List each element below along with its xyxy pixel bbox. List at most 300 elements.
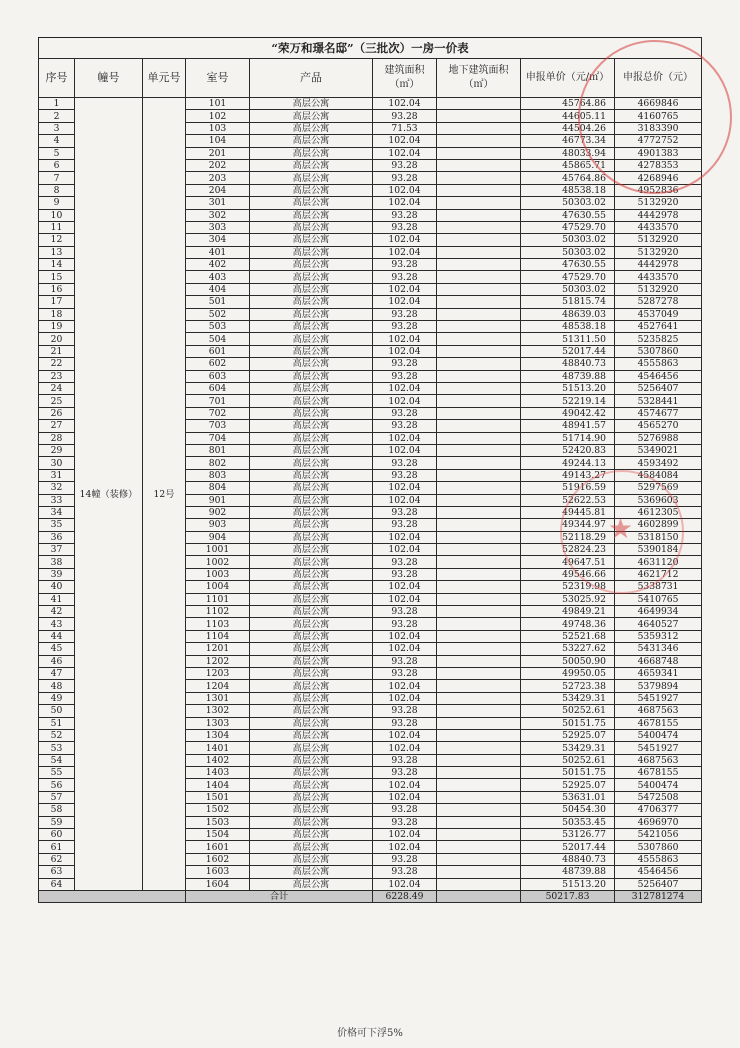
underground-area bbox=[437, 791, 521, 803]
room-number: 1504 bbox=[186, 829, 250, 841]
total-price: 4555863 bbox=[615, 358, 702, 370]
total-price: 5369603 bbox=[615, 494, 702, 506]
room-number: 301 bbox=[186, 197, 250, 209]
header-area: 建筑面积（㎡） bbox=[373, 59, 437, 98]
underground-area bbox=[437, 370, 521, 382]
unit-price: 45764.86 bbox=[521, 98, 615, 110]
row-index: 18 bbox=[39, 308, 75, 320]
table-title: “荣万和璟名邸”（三批次）一房一价表 bbox=[39, 38, 702, 59]
building-area: 102.04 bbox=[373, 878, 437, 890]
room-number: 1304 bbox=[186, 729, 250, 741]
unit-price: 50252.61 bbox=[521, 705, 615, 717]
building-area: 102.04 bbox=[373, 283, 437, 295]
underground-area bbox=[437, 829, 521, 841]
row-index: 53 bbox=[39, 742, 75, 754]
underground-area bbox=[437, 444, 521, 456]
unit-price: 48739.88 bbox=[521, 866, 615, 878]
building-area: 102.04 bbox=[373, 581, 437, 593]
row-index: 29 bbox=[39, 444, 75, 456]
product-type: 高层公寓 bbox=[250, 283, 373, 295]
unit-price: 53025.92 bbox=[521, 593, 615, 605]
room-number: 104 bbox=[186, 135, 250, 147]
product-type: 高层公寓 bbox=[250, 829, 373, 841]
row-index: 34 bbox=[39, 506, 75, 518]
total-price: 4442978 bbox=[615, 209, 702, 221]
row-index: 42 bbox=[39, 606, 75, 618]
underground-area bbox=[437, 432, 521, 444]
unit-price: 50303.02 bbox=[521, 197, 615, 209]
unit-price: 51513.20 bbox=[521, 382, 615, 394]
header-unit-price: 申报单价（元/㎡） bbox=[521, 59, 615, 98]
unit-price: 47630.55 bbox=[521, 259, 615, 271]
room-number: 502 bbox=[186, 308, 250, 320]
product-type: 高层公寓 bbox=[250, 680, 373, 692]
row-index: 6 bbox=[39, 159, 75, 171]
row-index: 54 bbox=[39, 754, 75, 766]
unit-price: 47630.55 bbox=[521, 209, 615, 221]
total-price: 4442978 bbox=[615, 259, 702, 271]
unit-price: 44605.11 bbox=[521, 110, 615, 122]
room-number: 404 bbox=[186, 283, 250, 295]
unit-price: 50454.30 bbox=[521, 804, 615, 816]
building-area: 93.28 bbox=[373, 457, 437, 469]
underground-area bbox=[437, 407, 521, 419]
row-index: 51 bbox=[39, 717, 75, 729]
underground-area bbox=[437, 345, 521, 357]
total-price: 4268946 bbox=[615, 172, 702, 184]
unit-price: 45865.71 bbox=[521, 159, 615, 171]
total-price: 4631120 bbox=[615, 556, 702, 568]
row-index: 30 bbox=[39, 457, 75, 469]
building-area: 93.28 bbox=[373, 420, 437, 432]
total-price: 4160765 bbox=[615, 110, 702, 122]
row-index: 63 bbox=[39, 866, 75, 878]
unit-price: 49647.51 bbox=[521, 556, 615, 568]
room-number: 1301 bbox=[186, 692, 250, 704]
building-area: 71.53 bbox=[373, 122, 437, 134]
total-price: 5256407 bbox=[615, 382, 702, 394]
underground-area bbox=[437, 643, 521, 655]
underground-area bbox=[437, 878, 521, 890]
building-area: 93.28 bbox=[373, 469, 437, 481]
total-price: 4649934 bbox=[615, 606, 702, 618]
unit-price: 50050.90 bbox=[521, 655, 615, 667]
room-number: 1004 bbox=[186, 581, 250, 593]
underground-area bbox=[437, 333, 521, 345]
product-type: 高层公寓 bbox=[250, 593, 373, 605]
product-type: 高层公寓 bbox=[250, 544, 373, 556]
room-number: 403 bbox=[186, 271, 250, 283]
building-area: 93.28 bbox=[373, 110, 437, 122]
row-index: 52 bbox=[39, 729, 75, 741]
row-index: 5 bbox=[39, 147, 75, 159]
underground-area bbox=[437, 853, 521, 865]
room-number: 401 bbox=[186, 246, 250, 258]
product-type: 高层公寓 bbox=[250, 767, 373, 779]
product-type: 高层公寓 bbox=[250, 333, 373, 345]
room-number: 1404 bbox=[186, 779, 250, 791]
unit-price: 53631.01 bbox=[521, 791, 615, 803]
row-index: 61 bbox=[39, 841, 75, 853]
room-number: 1104 bbox=[186, 630, 250, 642]
room-number: 504 bbox=[186, 333, 250, 345]
product-type: 高层公寓 bbox=[250, 469, 373, 481]
room-number: 102 bbox=[186, 110, 250, 122]
product-type: 高层公寓 bbox=[250, 296, 373, 308]
row-index: 7 bbox=[39, 172, 75, 184]
underground-area bbox=[437, 135, 521, 147]
total-price: 5359312 bbox=[615, 630, 702, 642]
row-index: 14 bbox=[39, 259, 75, 271]
building-area: 102.04 bbox=[373, 382, 437, 394]
underground-area bbox=[437, 271, 521, 283]
room-number: 901 bbox=[186, 494, 250, 506]
building-area: 102.04 bbox=[373, 432, 437, 444]
seal-star-icon: ★ bbox=[608, 512, 634, 545]
building-area: 102.04 bbox=[373, 841, 437, 853]
underground-area bbox=[437, 692, 521, 704]
total-price: 4584084 bbox=[615, 469, 702, 481]
row-index: 48 bbox=[39, 680, 75, 692]
unit-price: 45764.86 bbox=[521, 172, 615, 184]
total-price: 4669846 bbox=[615, 98, 702, 110]
total-price: 4546456 bbox=[615, 866, 702, 878]
total-price: 4555863 bbox=[615, 853, 702, 865]
unit-price: 48033.94 bbox=[521, 147, 615, 159]
product-type: 高层公寓 bbox=[250, 382, 373, 394]
unit-price: 50303.02 bbox=[521, 283, 615, 295]
room-number: 202 bbox=[186, 159, 250, 171]
row-index: 23 bbox=[39, 370, 75, 382]
total-price: 5472508 bbox=[615, 791, 702, 803]
room-number: 1603 bbox=[186, 866, 250, 878]
total-price: 4537049 bbox=[615, 308, 702, 320]
product-type: 高层公寓 bbox=[250, 482, 373, 494]
total-label: 合计 bbox=[186, 891, 373, 903]
row-index: 15 bbox=[39, 271, 75, 283]
unit-price: 49950.05 bbox=[521, 667, 615, 679]
unit-price: 49344.97 bbox=[521, 519, 615, 531]
underground-area bbox=[437, 234, 521, 246]
product-type: 高层公寓 bbox=[250, 407, 373, 419]
total-price: 4772752 bbox=[615, 135, 702, 147]
row-index: 43 bbox=[39, 618, 75, 630]
row-index: 64 bbox=[39, 878, 75, 890]
building-area: 93.28 bbox=[373, 606, 437, 618]
row-index: 56 bbox=[39, 779, 75, 791]
header-total-price: 申报总价（元） bbox=[615, 59, 702, 98]
underground-area bbox=[437, 544, 521, 556]
row-index: 46 bbox=[39, 655, 75, 667]
product-type: 高层公寓 bbox=[250, 395, 373, 407]
building-area: 93.28 bbox=[373, 159, 437, 171]
building-area: 93.28 bbox=[373, 556, 437, 568]
product-type: 高层公寓 bbox=[250, 692, 373, 704]
room-number: 1602 bbox=[186, 853, 250, 865]
unit-price: 51714.90 bbox=[521, 432, 615, 444]
unit-price: 48840.73 bbox=[521, 853, 615, 865]
unit-price: 49445.81 bbox=[521, 506, 615, 518]
total-price: 4527641 bbox=[615, 321, 702, 333]
building-area: 93.28 bbox=[373, 308, 437, 320]
building-area: 102.04 bbox=[373, 680, 437, 692]
total-price: 4668748 bbox=[615, 655, 702, 667]
underground-area bbox=[437, 122, 521, 134]
unit-price: 52521.68 bbox=[521, 630, 615, 642]
building-area: 102.04 bbox=[373, 197, 437, 209]
building-area: 102.04 bbox=[373, 544, 437, 556]
room-number: 1003 bbox=[186, 568, 250, 580]
underground-area bbox=[437, 395, 521, 407]
unit-price: 52017.44 bbox=[521, 345, 615, 357]
row-index: 57 bbox=[39, 791, 75, 803]
unit-price: 48840.73 bbox=[521, 358, 615, 370]
underground-area bbox=[437, 358, 521, 370]
unit-price: 48538.18 bbox=[521, 321, 615, 333]
room-number: 1102 bbox=[186, 606, 250, 618]
room-number: 902 bbox=[186, 506, 250, 518]
product-type: 高层公寓 bbox=[250, 308, 373, 320]
building-area: 102.04 bbox=[373, 135, 437, 147]
row-index: 59 bbox=[39, 816, 75, 828]
total-area: 6228.49 bbox=[373, 891, 437, 903]
product-type: 高层公寓 bbox=[250, 321, 373, 333]
unit-price: 52824.23 bbox=[521, 544, 615, 556]
room-number: 601 bbox=[186, 345, 250, 357]
product-type: 高层公寓 bbox=[250, 147, 373, 159]
underground-area bbox=[437, 717, 521, 729]
unit-price: 47529.70 bbox=[521, 271, 615, 283]
product-type: 高层公寓 bbox=[250, 705, 373, 717]
row-index: 9 bbox=[39, 197, 75, 209]
row-index: 3 bbox=[39, 122, 75, 134]
unit-price: 48739.88 bbox=[521, 370, 615, 382]
building-area: 93.28 bbox=[373, 804, 437, 816]
row-index: 10 bbox=[39, 209, 75, 221]
product-type: 高层公寓 bbox=[250, 172, 373, 184]
room-number: 1302 bbox=[186, 705, 250, 717]
room-number: 904 bbox=[186, 531, 250, 543]
table-body bbox=[39, 98, 702, 891]
room-number: 1001 bbox=[186, 544, 250, 556]
room-number: 103 bbox=[186, 122, 250, 134]
room-number: 501 bbox=[186, 296, 250, 308]
room-number: 204 bbox=[186, 184, 250, 196]
building-area: 93.28 bbox=[373, 407, 437, 419]
building-area: 93.28 bbox=[373, 667, 437, 679]
total-price: 5338731 bbox=[615, 581, 702, 593]
row-index: 31 bbox=[39, 469, 75, 481]
product-type: 高层公寓 bbox=[250, 209, 373, 221]
building-area: 93.28 bbox=[373, 358, 437, 370]
row-index: 33 bbox=[39, 494, 75, 506]
total-price: 5318150 bbox=[615, 531, 702, 543]
building-area: 102.04 bbox=[373, 296, 437, 308]
unit-price: 52420.83 bbox=[521, 444, 615, 456]
underground-area bbox=[437, 321, 521, 333]
table-row bbox=[39, 98, 702, 110]
room-number: 703 bbox=[186, 420, 250, 432]
underground-area bbox=[437, 680, 521, 692]
header-product: 产品 bbox=[250, 59, 373, 98]
unit-price: 49042.42 bbox=[521, 407, 615, 419]
total-unit-price: 50217.83 bbox=[521, 891, 615, 903]
unit-price: 52319.98 bbox=[521, 581, 615, 593]
product-type: 高层公寓 bbox=[250, 791, 373, 803]
unit-price: 48639.03 bbox=[521, 308, 615, 320]
row-index: 13 bbox=[39, 246, 75, 258]
header-index: 序号 bbox=[39, 59, 75, 98]
room-number: 602 bbox=[186, 358, 250, 370]
building-area: 102.04 bbox=[373, 246, 437, 258]
unit-price: 52017.44 bbox=[521, 841, 615, 853]
room-number: 803 bbox=[186, 469, 250, 481]
unit-price: 49143.27 bbox=[521, 469, 615, 481]
row-index: 58 bbox=[39, 804, 75, 816]
underground-area bbox=[437, 742, 521, 754]
building-area: 93.28 bbox=[373, 655, 437, 667]
underground-area bbox=[437, 172, 521, 184]
product-type: 高层公寓 bbox=[250, 742, 373, 754]
row-index: 8 bbox=[39, 184, 75, 196]
row-index: 12 bbox=[39, 234, 75, 246]
building-area: 93.28 bbox=[373, 717, 437, 729]
total-price: 5307860 bbox=[615, 841, 702, 853]
building-area: 93.28 bbox=[373, 209, 437, 221]
unit-price: 52219.14 bbox=[521, 395, 615, 407]
room-number: 1201 bbox=[186, 643, 250, 655]
total-price: 4901383 bbox=[615, 147, 702, 159]
row-index: 60 bbox=[39, 829, 75, 841]
underground-area bbox=[437, 804, 521, 816]
product-type: 高层公寓 bbox=[250, 506, 373, 518]
total-price: 4433570 bbox=[615, 271, 702, 283]
underground-area bbox=[437, 159, 521, 171]
room-number: 1203 bbox=[186, 667, 250, 679]
room-number: 1501 bbox=[186, 791, 250, 803]
product-type: 高层公寓 bbox=[250, 122, 373, 134]
building-area: 102.04 bbox=[373, 630, 437, 642]
building-area: 102.04 bbox=[373, 643, 437, 655]
product-type: 高层公寓 bbox=[250, 110, 373, 122]
room-number: 1402 bbox=[186, 754, 250, 766]
underground-area bbox=[437, 767, 521, 779]
total-price: 5400474 bbox=[615, 779, 702, 791]
price-list-sheet bbox=[38, 37, 701, 903]
row-index: 41 bbox=[39, 593, 75, 605]
total-price: 5276988 bbox=[615, 432, 702, 444]
total-price: 4546456 bbox=[615, 370, 702, 382]
unit-price: 51815.74 bbox=[521, 296, 615, 308]
row-index: 50 bbox=[39, 705, 75, 717]
room-number: 303 bbox=[186, 221, 250, 233]
product-type: 高层公寓 bbox=[250, 866, 373, 878]
product-type: 高层公寓 bbox=[250, 494, 373, 506]
product-type: 高层公寓 bbox=[250, 754, 373, 766]
room-number: 1403 bbox=[186, 767, 250, 779]
product-type: 高层公寓 bbox=[250, 221, 373, 233]
total-price: 4565270 bbox=[615, 420, 702, 432]
unit-price: 50303.02 bbox=[521, 234, 615, 246]
product-type: 高层公寓 bbox=[250, 804, 373, 816]
row-index: 39 bbox=[39, 568, 75, 580]
underground-area bbox=[437, 606, 521, 618]
total-price: 4278353 bbox=[615, 159, 702, 171]
row-index: 19 bbox=[39, 321, 75, 333]
price-table bbox=[38, 37, 702, 903]
underground-area bbox=[437, 779, 521, 791]
total-price: 4659341 bbox=[615, 667, 702, 679]
underground-area bbox=[437, 581, 521, 593]
building-area: 102.04 bbox=[373, 395, 437, 407]
building-area: 93.28 bbox=[373, 370, 437, 382]
underground-area bbox=[437, 482, 521, 494]
unit-price: 53227.62 bbox=[521, 643, 615, 655]
row-index: 20 bbox=[39, 333, 75, 345]
room-number: 804 bbox=[186, 482, 250, 494]
unit-price: 53429.31 bbox=[521, 742, 615, 754]
total-price: 5421056 bbox=[615, 829, 702, 841]
row-index: 11 bbox=[39, 221, 75, 233]
unit-cell: 12号 bbox=[143, 98, 186, 891]
room-number: 1204 bbox=[186, 680, 250, 692]
product-type: 高层公寓 bbox=[250, 259, 373, 271]
building-area: 93.28 bbox=[373, 519, 437, 531]
total-price: 5451927 bbox=[615, 692, 702, 704]
row-index: 44 bbox=[39, 630, 75, 642]
building-area: 102.04 bbox=[373, 729, 437, 741]
room-number: 503 bbox=[186, 321, 250, 333]
unit-price: 51513.20 bbox=[521, 878, 615, 890]
building-area: 93.28 bbox=[373, 221, 437, 233]
underground-area bbox=[437, 296, 521, 308]
row-index: 47 bbox=[39, 667, 75, 679]
product-type: 高层公寓 bbox=[250, 444, 373, 456]
unit-price: 50151.75 bbox=[521, 767, 615, 779]
room-number: 1502 bbox=[186, 804, 250, 816]
total-price: 312781274 bbox=[615, 891, 702, 903]
building-area: 102.04 bbox=[373, 692, 437, 704]
building-area: 102.04 bbox=[373, 742, 437, 754]
underground-area bbox=[437, 494, 521, 506]
product-type: 高层公寓 bbox=[250, 420, 373, 432]
unit-price: 52622.53 bbox=[521, 494, 615, 506]
product-type: 高层公寓 bbox=[250, 568, 373, 580]
room-number: 1604 bbox=[186, 878, 250, 890]
total-price: 5297569 bbox=[615, 482, 702, 494]
row-index: 22 bbox=[39, 358, 75, 370]
room-number: 702 bbox=[186, 407, 250, 419]
room-number: 1503 bbox=[186, 816, 250, 828]
unit-price: 53429.31 bbox=[521, 692, 615, 704]
room-number: 201 bbox=[186, 147, 250, 159]
building-area: 102.04 bbox=[373, 333, 437, 345]
unit-price: 47529.70 bbox=[521, 221, 615, 233]
row-index: 1 bbox=[39, 98, 75, 110]
row-index: 62 bbox=[39, 853, 75, 865]
footer-note: 价格可下浮5% bbox=[337, 1028, 403, 1039]
building-area: 102.04 bbox=[373, 444, 437, 456]
product-type: 高层公寓 bbox=[250, 717, 373, 729]
total-price: 5451927 bbox=[615, 742, 702, 754]
row-index: 32 bbox=[39, 482, 75, 494]
underground-area bbox=[437, 110, 521, 122]
row-index: 55 bbox=[39, 767, 75, 779]
building-area: 93.28 bbox=[373, 618, 437, 630]
unit-price: 49546.66 bbox=[521, 568, 615, 580]
underground-area bbox=[437, 667, 521, 679]
underground-area bbox=[437, 308, 521, 320]
